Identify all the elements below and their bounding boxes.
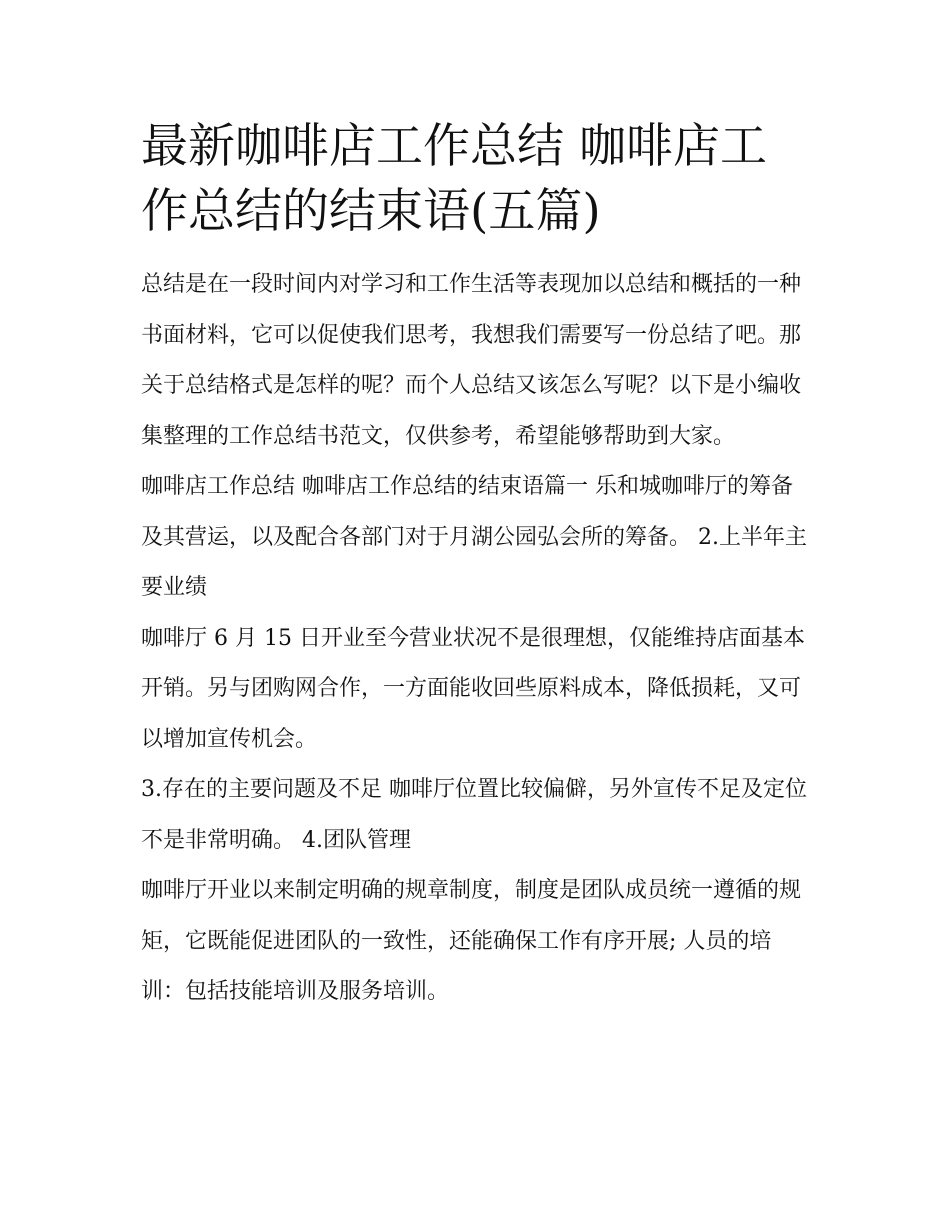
paragraph-team-management: 咖啡厅开业以来制定明确的规章制度，制度是团队成员统一遵循的规矩，它既能促进团队的一致性，还能确保工作有序开展; 人员的培训：包括技能培训及服务培训。 bbox=[141, 878, 802, 1004]
document-title: 最新咖啡店工作总结 咖啡店工作总结的结束语(五篇) bbox=[141, 119, 767, 239]
paragraph-problems: 3.存在的主要问题及不足 咖啡厅位置比较偏僻，另外宣传不足及定位不是非常明确。 4.团队管理 bbox=[141, 777, 807, 853]
document-body bbox=[141, 114, 811, 1018]
paragraph-business-status: 咖啡厅 6 月 15 日开业至今营业状况不是很理想，仅能维持店面基本开销。另与团购网合作，一方面能收回些原料成本，降低损耗，又可以增加宣传机会。 bbox=[141, 625, 805, 752]
paragraph-section-one: 咖啡店工作总结 咖啡店工作总结的结束语篇一 乐和城咖啡厅的筹备及其营运，以及配合各部门对于月湖公园弘会所的筹备。 2.上半年主要业绩 bbox=[141, 474, 807, 600]
paragraph-intro: 总结是在一段时间内对学习和工作生活等表现加以总结和概括的一种书面材料，它可以促使我们思考，我想我们需要写一份总结了吧。那关于总结格式是怎样的呢？而个人总结又该怎么写呢？以下是小编收集整理的工作总结书范文，仅供参考，希望能够帮助到大家。 bbox=[141, 272, 802, 449]
